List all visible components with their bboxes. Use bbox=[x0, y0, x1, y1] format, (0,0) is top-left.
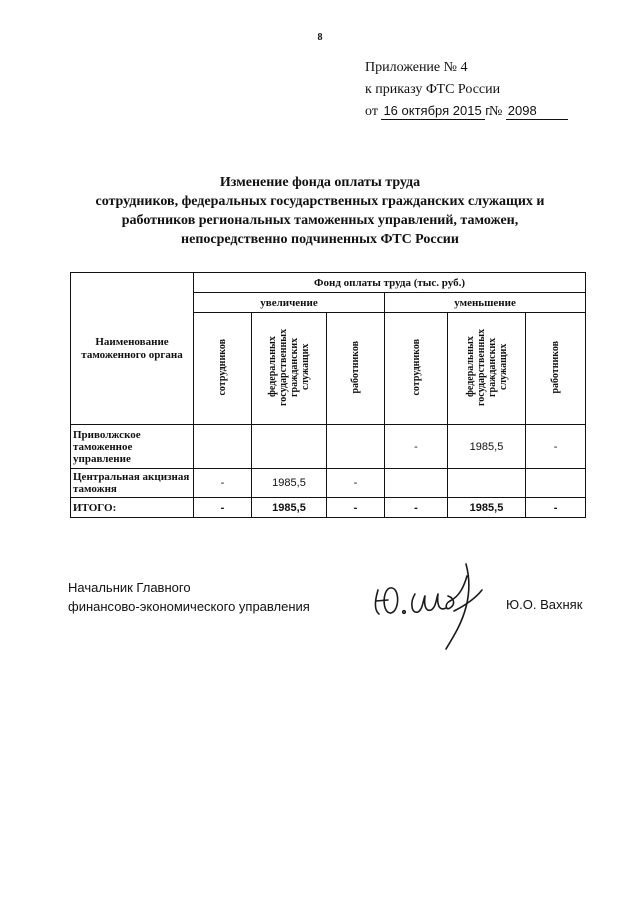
document-title bbox=[60, 173, 580, 249]
cell-value bbox=[448, 469, 526, 498]
title-line-2: сотрудников, федеральных государственных гражданских служащих и bbox=[95, 194, 545, 209]
signer-name: Ю.О. Вахняк bbox=[506, 597, 583, 612]
table-row bbox=[71, 425, 586, 469]
title-line-4: непосредственно подчиненных ФТС России bbox=[181, 232, 459, 247]
cell-value bbox=[252, 425, 327, 469]
row-organ-name: Центральная акцизная таможня bbox=[71, 469, 194, 498]
annex-header bbox=[365, 57, 568, 123]
fund-table bbox=[70, 272, 586, 518]
table-total-row bbox=[71, 498, 586, 518]
header-increase-employees: сотрудников bbox=[194, 313, 252, 425]
header-increase-civil-servants: федеральных государственных гражданских служащих bbox=[252, 313, 327, 425]
total-value: 1985,5 bbox=[448, 498, 526, 518]
signer-title-line-2: финансово-экономического управления bbox=[68, 599, 310, 614]
page-number: 8 bbox=[317, 32, 323, 43]
title-line-1: Изменение фонда оплаты труда bbox=[219, 175, 421, 190]
cell-value: - bbox=[194, 469, 252, 498]
annex-date-line bbox=[365, 101, 568, 123]
annex-from-label: от bbox=[365, 104, 378, 119]
cell-value bbox=[526, 469, 586, 498]
annex-title: Приложение № 4 bbox=[365, 60, 468, 75]
header-decrease: уменьшение bbox=[385, 293, 586, 313]
total-label: ИТОГО: bbox=[71, 498, 194, 518]
header-decrease-workers: работников bbox=[526, 313, 586, 425]
row-organ-name: Приволжское таможенное управление bbox=[71, 425, 194, 469]
signer-title-line-1: Начальник Главного bbox=[68, 580, 191, 595]
total-value: 1985,5 bbox=[252, 498, 327, 518]
total-value: - bbox=[327, 498, 385, 518]
cell-value bbox=[194, 425, 252, 469]
handwritten-signature bbox=[370, 556, 495, 651]
total-value: - bbox=[385, 498, 448, 518]
title-line-3: работников региональных таможенных управлений, таможен, bbox=[121, 213, 519, 228]
cell-value: - bbox=[385, 425, 448, 469]
total-value: - bbox=[194, 498, 252, 518]
total-value: - bbox=[526, 498, 586, 518]
cell-value bbox=[385, 469, 448, 498]
cell-value: 1985,5 bbox=[252, 469, 327, 498]
annex-number-label: № bbox=[488, 104, 503, 119]
header-increase-workers: работников bbox=[327, 313, 385, 425]
annex-order-ref: к приказу ФТС России bbox=[365, 82, 501, 97]
header-increase: увеличение bbox=[194, 293, 385, 313]
cell-value bbox=[327, 425, 385, 469]
table-row bbox=[71, 469, 586, 498]
annex-number: 2098 bbox=[506, 103, 568, 120]
cell-value: - bbox=[327, 469, 385, 498]
annex-date: 16 октября 2015 г. bbox=[383, 103, 493, 118]
cell-value: - bbox=[526, 425, 586, 469]
header-fund: Фонд оплаты труда (тыс. руб.) bbox=[194, 273, 586, 293]
signer-position bbox=[68, 578, 310, 616]
cell-value: 1985,5 bbox=[448, 425, 526, 469]
header-decrease-civil-servants: федеральных государственных гражданских служащих bbox=[448, 313, 526, 425]
header-organ-name: Наименование таможенного органа bbox=[71, 273, 194, 425]
header-decrease-employees: сотрудников bbox=[385, 313, 448, 425]
